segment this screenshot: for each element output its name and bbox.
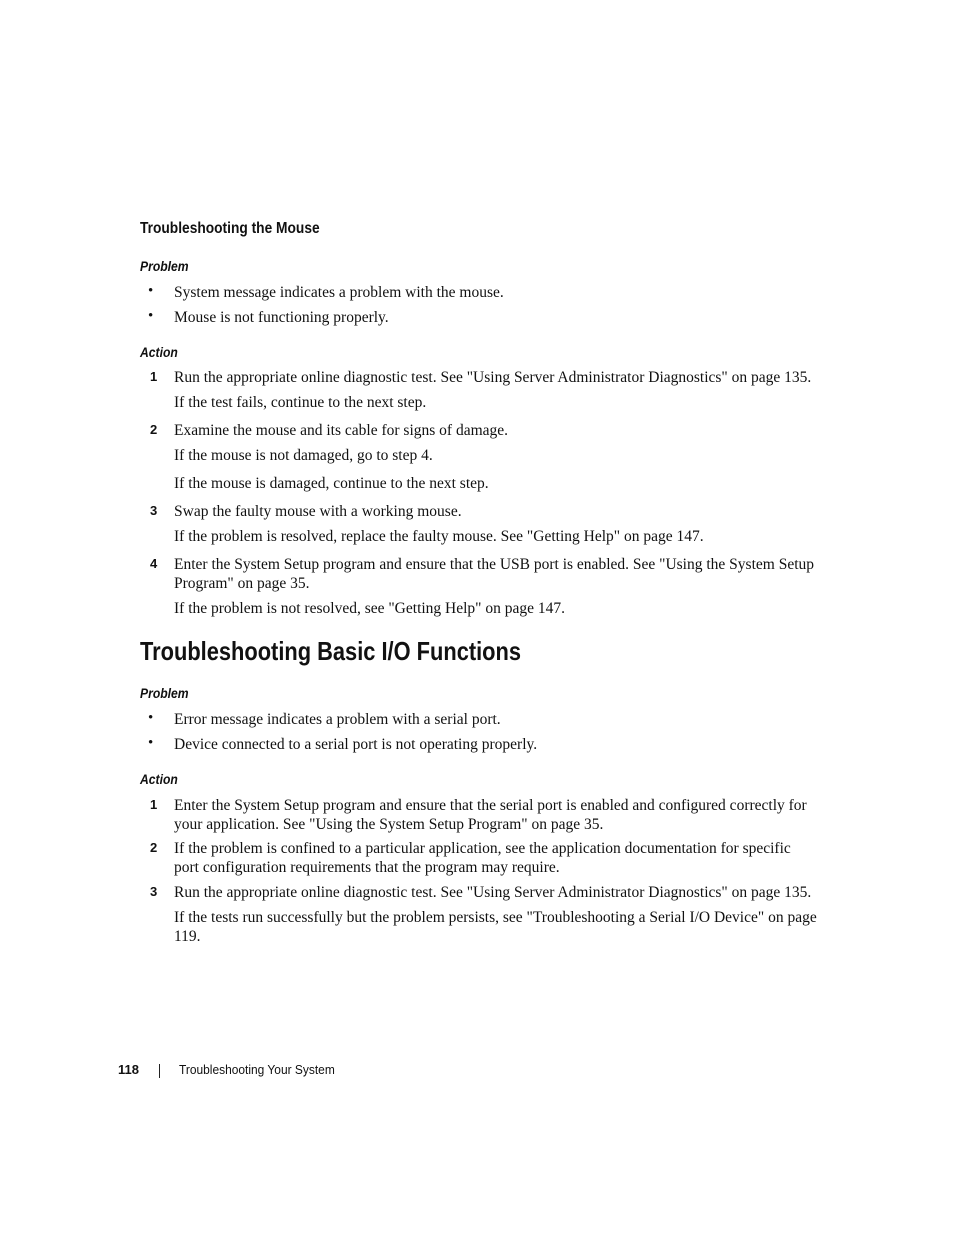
step-note: If the mouse is not damaged, go to step 4. bbox=[174, 447, 433, 464]
step-number: 3 bbox=[150, 503, 158, 518]
bullet-icon: • bbox=[148, 283, 154, 299]
page-number: 118 bbox=[118, 1062, 139, 1077]
section-heading: Troubleshooting the Mouse bbox=[140, 220, 320, 237]
footer-divider bbox=[159, 1064, 160, 1078]
step-text: If the problem is confined to a particular application, see the application documentation for specific port configuration requirements that the program may require. bbox=[174, 840, 791, 876]
action-label: Action bbox=[140, 772, 178, 787]
step-note: If the mouse is damaged, continue to the next step. bbox=[174, 475, 489, 492]
step-note: If the problem is resolved, replace the faulty mouse. See "Getting Help" on page 147. bbox=[174, 528, 704, 545]
section-heading: Troubleshooting Basic I/O Functions bbox=[140, 636, 522, 666]
bullet-icon: • bbox=[148, 308, 154, 324]
step-text: Enter the System Setup program and ensure that the serial port is enabled and configured correctly for your application. See "Using the System Setup Program" on page 35. bbox=[174, 797, 807, 833]
problem-item: System message indicates a problem with the mouse. bbox=[174, 284, 504, 301]
problem-item: Error message indicates a problem with a serial port. bbox=[174, 711, 501, 728]
step-text: Enter the System Setup program and ensure that the USB port is enabled. See "Using the System Setup Program" on page 35. bbox=[174, 556, 815, 592]
step-number: 3 bbox=[150, 884, 158, 899]
bullet-icon: • bbox=[148, 735, 154, 751]
step-note: If the problem is not resolved, see "Getting Help" on page 147. bbox=[174, 600, 566, 617]
action-label: Action bbox=[140, 345, 178, 360]
step-note: If the test fails, continue to the next step. bbox=[174, 394, 427, 411]
step-text: Run the appropriate online diagnostic test. See "Using Server Administrator Diagnostics" on page 135. bbox=[174, 369, 812, 386]
problem-label: Problem bbox=[140, 686, 189, 701]
step-number: 4 bbox=[150, 556, 158, 571]
step-text: Run the appropriate online diagnostic test. See "Using Server Administrator Diagnostics" on page 135. bbox=[174, 884, 812, 901]
step-number: 1 bbox=[150, 369, 158, 384]
step-number: 2 bbox=[150, 422, 158, 437]
step-note: If the tests run successfully but the problem persists, see "Troubleshooting a Serial I/O Device" on page 119. bbox=[174, 909, 817, 945]
step-number: 2 bbox=[150, 840, 158, 855]
step-number: 1 bbox=[150, 797, 158, 812]
problem-item: Mouse is not functioning properly. bbox=[174, 309, 389, 326]
footer-chapter-title: Troubleshooting Your System bbox=[179, 1062, 335, 1077]
step-text: Examine the mouse and its cable for signs of damage. bbox=[174, 422, 509, 439]
step-text: Swap the faulty mouse with a working mouse. bbox=[174, 503, 462, 520]
problem-label: Problem bbox=[140, 259, 189, 274]
problem-item: Device connected to a serial port is not operating properly. bbox=[174, 736, 538, 753]
bullet-icon: • bbox=[148, 710, 154, 726]
